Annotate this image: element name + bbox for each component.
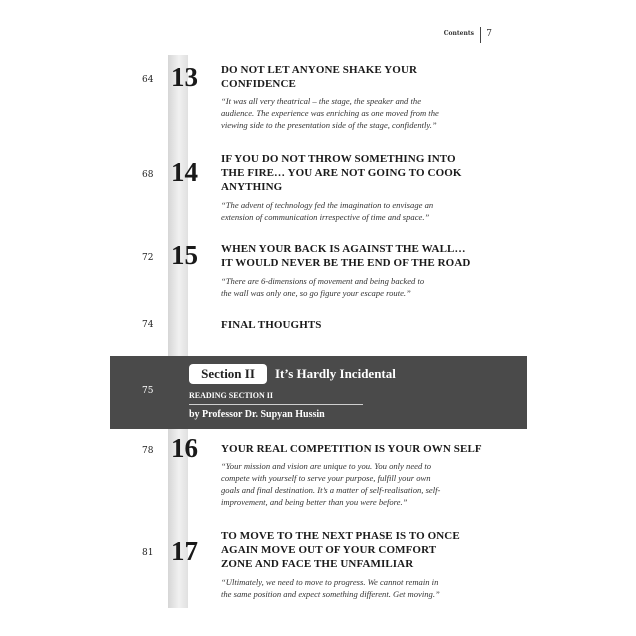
section-label-box [189, 364, 267, 384]
header-label: Contents [443, 30, 474, 37]
chapter-number: 15 [171, 240, 198, 270]
chapter-number: 14 [171, 157, 198, 187]
entry-page: 72 [142, 253, 154, 263]
section-title: It’s Hardly Incidental [275, 366, 396, 381]
entry-title: WHEN YOUR BACK IS AGAINST THE WALL… IT WOULD NEVER BE THE END OF THE ROAD [221, 243, 471, 269]
running-header [410, 28, 510, 44]
section-band[interactable] [110, 356, 527, 429]
section-page: 75 [142, 386, 154, 396]
section-label: Section II [201, 366, 255, 381]
entry-quote: “It was all very theatrical – the stage, the speaker and the audience. The experience was enriching as one moved from the viewing side to the presentation side of the stage, confidently.” [221, 96, 439, 130]
section-divider [189, 404, 363, 405]
chapter-number: 16 [171, 433, 198, 463]
entry-page: 78 [142, 446, 154, 456]
section-reading: READING SECTION II [189, 391, 274, 400]
entry-title: DO NOT LET ANYONE SHAKE YOUR CONFIDENCE [221, 64, 418, 90]
entry-title: FINAL THOUGHTS [221, 319, 322, 331]
entry-page: 81 [142, 548, 154, 558]
section-byline: by Professor Dr. Supyan Hussin [189, 409, 325, 420]
chapter-ribbon [168, 55, 188, 608]
entry-title: TO MOVE TO THE NEXT PHASE IS TO ONCE AGAIN MOVE OUT OF YOUR COMFORT ZONE AND FACE THE UNFAMILIAR [221, 530, 460, 570]
chapter-number: 13 [171, 62, 198, 92]
entry-quote: “Ultimately, we need to move to progress. We cannot remain in the same position and expect something different. Get moving.” [221, 577, 440, 599]
header-page-number: 7 [486, 29, 492, 39]
chapter-number: 17 [171, 536, 198, 566]
entry-title: YOUR REAL COMPETITION IS YOUR OWN SELF [221, 443, 482, 455]
header-divider [480, 27, 481, 43]
entry-quote: “Your mission and vision are unique to you. You only need to compete with yourself to serve your purpose, fulfill your own goals and final destination. It’s a matter of self-realisation, self- improvement, and being better than you were before.” [221, 461, 441, 507]
entry-page: 74 [142, 320, 154, 330]
entry-quote: “There are 6-dimensions of movement and being backed to the wall was only one, so go figure your escape route.” [221, 276, 425, 298]
entry-quote: “The advent of technology fed the imagination to envisage an extension of communication irrespective of time and space.” [221, 200, 434, 222]
entry-page: 68 [142, 170, 154, 180]
entry-page: 64 [142, 75, 154, 85]
entry-title: IF YOU DO NOT THROW SOMETHING INTO THE FIRE… YOU ARE NOT GOING TO COOK ANYTHING [221, 153, 462, 193]
